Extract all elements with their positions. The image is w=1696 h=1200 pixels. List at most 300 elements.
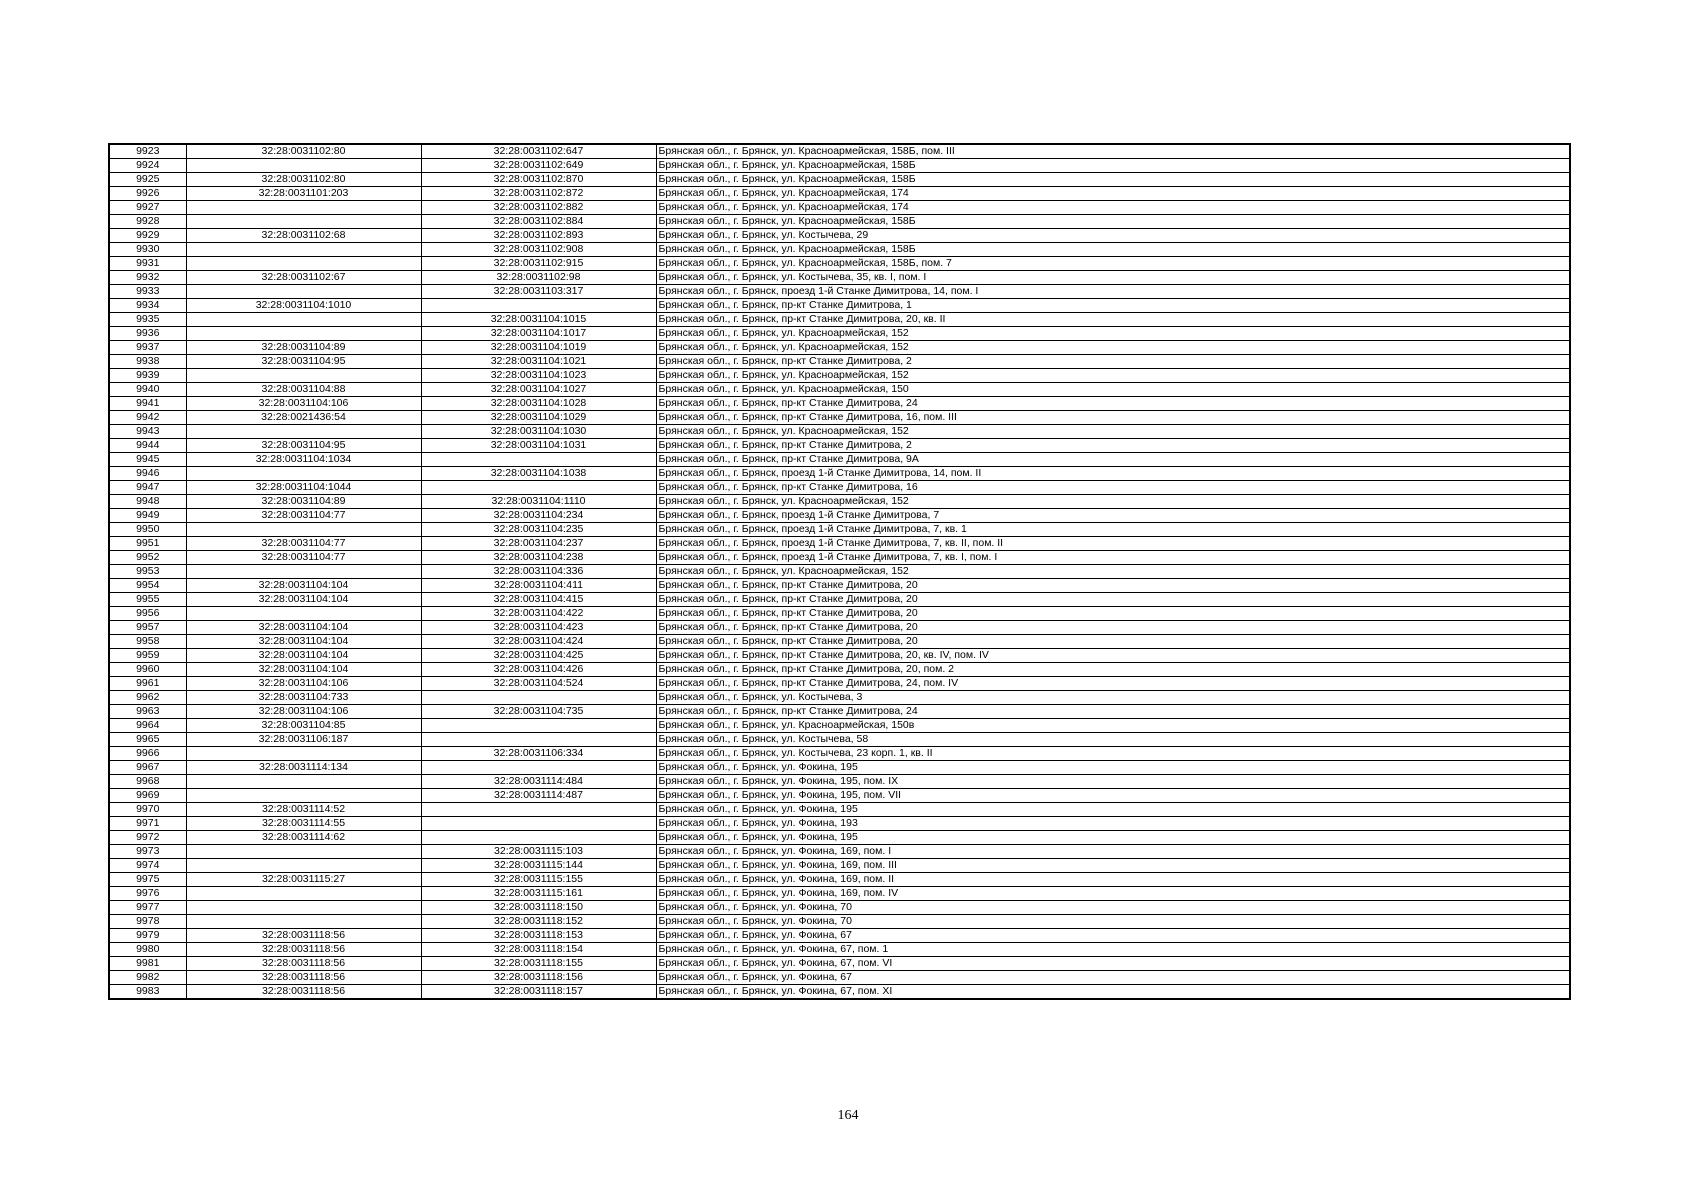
table-row bbox=[109, 495, 1570, 509]
row-number-cell: 9932 bbox=[109, 271, 186, 285]
object-cadastral-number-cell: 32:28:0031115:144 bbox=[421, 859, 656, 873]
row-number-cell: 9952 bbox=[109, 551, 186, 565]
land-cadastral-number-cell: 32:28:0031104:77 bbox=[186, 537, 421, 551]
address-cell: Брянская обл., г. Брянск, пр-кт Станке Димитрова, 1 bbox=[656, 299, 1570, 313]
object-cadastral-number-cell: 32:28:0031102:647 bbox=[421, 144, 656, 159]
land-cadastral-number-cell: 32:28:0031118:56 bbox=[186, 957, 421, 971]
object-cadastral-number-cell: 32:28:0031115:103 bbox=[421, 845, 656, 859]
land-cadastral-number-cell: 32:28:0031102:80 bbox=[186, 173, 421, 187]
register-body bbox=[109, 144, 1570, 999]
address-cell: Брянская обл., г. Брянск, проезд 1-й Станке Димитрова, 14, пом. I bbox=[656, 285, 1570, 299]
object-cadastral-number-cell: 32:28:0031114:484 bbox=[421, 775, 656, 789]
table-row bbox=[109, 915, 1570, 929]
object-cadastral-number-cell: 32:28:0031118:153 bbox=[421, 929, 656, 943]
address-cell: Брянская обл., г. Брянск, ул. Фокина, 67, пом. 1 bbox=[656, 943, 1570, 957]
address-cell: Брянская обл., г. Брянск, ул. Фокина, 169, пом. IV bbox=[656, 887, 1570, 901]
land-cadastral-number-cell: 32:28:0031104:104 bbox=[186, 593, 421, 607]
table-row bbox=[109, 201, 1570, 215]
row-number-cell: 9955 bbox=[109, 593, 186, 607]
land-cadastral-number-cell: 32:28:0031102:67 bbox=[186, 271, 421, 285]
address-cell: Брянская обл., г. Брянск, проезд 1-й Станке Димитрова, 7, кв. II, пом. II bbox=[656, 537, 1570, 551]
table-row bbox=[109, 943, 1570, 957]
address-cell: Брянская обл., г. Брянск, ул. Фокина, 169, пом. II bbox=[656, 873, 1570, 887]
land-cadastral-number-cell: 32:28:0031118:56 bbox=[186, 943, 421, 957]
address-cell: Брянская обл., г. Брянск, ул. Красноармейская, 152 bbox=[656, 369, 1570, 383]
land-cadastral-number-cell bbox=[186, 901, 421, 915]
land-cadastral-number-cell: 32:28:0021436:54 bbox=[186, 411, 421, 425]
object-cadastral-number-cell: 32:28:0031104:426 bbox=[421, 663, 656, 677]
address-cell: Брянская обл., г. Брянск, пр-кт Станке Димитрова, 16, пом. III bbox=[656, 411, 1570, 425]
land-cadastral-number-cell bbox=[186, 775, 421, 789]
object-cadastral-number-cell: 32:28:0031104:1021 bbox=[421, 355, 656, 369]
table-row bbox=[109, 243, 1570, 257]
land-cadastral-number-cell bbox=[186, 369, 421, 383]
row-number-cell: 9949 bbox=[109, 509, 186, 523]
address-cell: Брянская обл., г. Брянск, ул. Красноармейская, 158Б bbox=[656, 243, 1570, 257]
table-row bbox=[109, 803, 1570, 817]
row-number-cell: 9940 bbox=[109, 383, 186, 397]
land-cadastral-number-cell: 32:28:0031104:104 bbox=[186, 635, 421, 649]
address-cell: Брянская обл., г. Брянск, ул. Фокина, 169, пом. III bbox=[656, 859, 1570, 873]
table-row bbox=[109, 607, 1570, 621]
table-row bbox=[109, 929, 1570, 943]
row-number-cell: 9948 bbox=[109, 495, 186, 509]
object-cadastral-number-cell: 32:28:0031104:1019 bbox=[421, 341, 656, 355]
object-cadastral-number-cell: 32:28:0031104:1028 bbox=[421, 397, 656, 411]
land-cadastral-number-cell bbox=[186, 257, 421, 271]
land-cadastral-number-cell bbox=[186, 201, 421, 215]
row-number-cell: 9927 bbox=[109, 201, 186, 215]
table-row bbox=[109, 971, 1570, 985]
object-cadastral-number-cell: 32:28:0031104:424 bbox=[421, 635, 656, 649]
table-row bbox=[109, 159, 1570, 173]
row-number-cell: 9976 bbox=[109, 887, 186, 901]
object-cadastral-number-cell: 32:28:0031115:161 bbox=[421, 887, 656, 901]
land-cadastral-number-cell: 32:28:0031102:80 bbox=[186, 144, 421, 159]
row-number-cell: 9926 bbox=[109, 187, 186, 201]
row-number-cell: 9983 bbox=[109, 985, 186, 1000]
object-cadastral-number-cell: 32:28:0031102:884 bbox=[421, 215, 656, 229]
row-number-cell: 9930 bbox=[109, 243, 186, 257]
row-number-cell: 9970 bbox=[109, 803, 186, 817]
object-cadastral-number-cell: 32:28:0031115:155 bbox=[421, 873, 656, 887]
row-number-cell: 9947 bbox=[109, 481, 186, 495]
object-cadastral-number-cell: 32:28:0031104:1031 bbox=[421, 439, 656, 453]
object-cadastral-number-cell bbox=[421, 817, 656, 831]
address-cell: Брянская обл., г. Брянск, ул. Красноармейская, 174 bbox=[656, 187, 1570, 201]
row-number-cell: 9953 bbox=[109, 565, 186, 579]
address-cell: Брянская обл., г. Брянск, ул. Красноармейская, 158Б bbox=[656, 159, 1570, 173]
address-cell: Брянская обл., г. Брянск, пр-кт Станке Димитрова, 20, пом. 2 bbox=[656, 663, 1570, 677]
address-cell: Брянская обл., г. Брянск, ул. Фокина, 195, пом. IX bbox=[656, 775, 1570, 789]
land-cadastral-number-cell bbox=[186, 159, 421, 173]
land-cadastral-number-cell bbox=[186, 859, 421, 873]
address-cell: Брянская обл., г. Брянск, ул. Фокина, 70 bbox=[656, 901, 1570, 915]
table-row bbox=[109, 285, 1570, 299]
object-cadastral-number-cell bbox=[421, 453, 656, 467]
object-cadastral-number-cell bbox=[421, 803, 656, 817]
land-cadastral-number-cell bbox=[186, 313, 421, 327]
object-cadastral-number-cell: 32:28:0031102:893 bbox=[421, 229, 656, 243]
address-cell: Брянская обл., г. Брянск, пр-кт Станке Димитрова, 20 bbox=[656, 579, 1570, 593]
object-cadastral-number-cell: 32:28:0031102:882 bbox=[421, 201, 656, 215]
address-cell: Брянская обл., г. Брянск, пр-кт Станке Димитрова, 20, кв. IV, пом. IV bbox=[656, 649, 1570, 663]
land-cadastral-number-cell: 32:28:0031104:104 bbox=[186, 663, 421, 677]
address-cell: Брянская обл., г. Брянск, ул. Красноармейская, 158Б, пом. III bbox=[656, 144, 1570, 159]
address-cell: Брянская обл., г. Брянск, ул. Фокина, 169, пом. I bbox=[656, 845, 1570, 859]
table-row bbox=[109, 327, 1570, 341]
address-cell: Брянская обл., г. Брянск, ул. Красноармейская, 152 bbox=[656, 495, 1570, 509]
land-cadastral-number-cell: 32:28:0031104:1044 bbox=[186, 481, 421, 495]
row-number-cell: 9963 bbox=[109, 705, 186, 719]
row-number-cell: 9960 bbox=[109, 663, 186, 677]
object-cadastral-number-cell: 32:28:0031102:98 bbox=[421, 271, 656, 285]
row-number-cell: 9931 bbox=[109, 257, 186, 271]
address-cell: Брянская обл., г. Брянск, ул. Красноармейская, 174 bbox=[656, 201, 1570, 215]
row-number-cell: 9964 bbox=[109, 719, 186, 733]
table-row bbox=[109, 257, 1570, 271]
object-cadastral-number-cell bbox=[421, 831, 656, 845]
address-cell: Брянская обл., г. Брянск, ул. Фокина, 67, пом. XI bbox=[656, 985, 1570, 1000]
land-cadastral-number-cell: 32:28:0031104:95 bbox=[186, 439, 421, 453]
object-cadastral-number-cell: 32:28:0031104:423 bbox=[421, 621, 656, 635]
object-cadastral-number-cell: 32:28:0031118:150 bbox=[421, 901, 656, 915]
object-cadastral-number-cell: 32:28:0031104:1110 bbox=[421, 495, 656, 509]
object-cadastral-number-cell: 32:28:0031118:157 bbox=[421, 985, 656, 1000]
row-number-cell: 9971 bbox=[109, 817, 186, 831]
row-number-cell: 9939 bbox=[109, 369, 186, 383]
land-cadastral-number-cell bbox=[186, 243, 421, 257]
land-cadastral-number-cell: 32:28:0031104:733 bbox=[186, 691, 421, 705]
land-cadastral-number-cell bbox=[186, 887, 421, 901]
address-cell: Брянская обл., г. Брянск, пр-кт Станке Димитрова, 20 bbox=[656, 593, 1570, 607]
row-number-cell: 9924 bbox=[109, 159, 186, 173]
land-cadastral-number-cell: 32:28:0031104:104 bbox=[186, 649, 421, 663]
object-cadastral-number-cell: 32:28:0031104:237 bbox=[421, 537, 656, 551]
row-number-cell: 9946 bbox=[109, 467, 186, 481]
row-number-cell: 9923 bbox=[109, 144, 186, 159]
object-cadastral-number-cell bbox=[421, 691, 656, 705]
land-cadastral-number-cell: 32:28:0031104:106 bbox=[186, 397, 421, 411]
table-row bbox=[109, 271, 1570, 285]
address-cell: Брянская обл., г. Брянск, проезд 1-й Станке Димитрова, 14, пом. II bbox=[656, 467, 1570, 481]
row-number-cell: 9968 bbox=[109, 775, 186, 789]
table-row bbox=[109, 635, 1570, 649]
address-cell: Брянская обл., г. Брянск, ул. Красноармейская, 152 bbox=[656, 565, 1570, 579]
page-number: 164 bbox=[837, 1108, 859, 1123]
row-number-cell: 9950 bbox=[109, 523, 186, 537]
row-number-cell: 9941 bbox=[109, 397, 186, 411]
table-row bbox=[109, 523, 1570, 537]
address-cell: Брянская обл., г. Брянск, ул. Красноармейская, 150в bbox=[656, 719, 1570, 733]
table-row bbox=[109, 341, 1570, 355]
address-cell: Брянская обл., г. Брянск, ул. Красноармейская, 152 bbox=[656, 425, 1570, 439]
row-number-cell: 9975 bbox=[109, 873, 186, 887]
address-cell: Брянская обл., г. Брянск, ул. Фокина, 195 bbox=[656, 761, 1570, 775]
address-cell: Брянская обл., г. Брянск, пр-кт Станке Димитрова, 24, пом. IV bbox=[656, 677, 1570, 691]
row-number-cell: 9979 bbox=[109, 929, 186, 943]
table-row bbox=[109, 831, 1570, 845]
table-row bbox=[109, 985, 1570, 1000]
land-cadastral-number-cell: 32:28:0031104:95 bbox=[186, 355, 421, 369]
land-cadastral-number-cell bbox=[186, 915, 421, 929]
object-cadastral-number-cell: 32:28:0031104:425 bbox=[421, 649, 656, 663]
land-cadastral-number-cell: 32:28:0031104:77 bbox=[186, 509, 421, 523]
address-cell: Брянская обл., г. Брянск, ул. Фокина, 195 bbox=[656, 803, 1570, 817]
object-cadastral-number-cell: 32:28:0031104:735 bbox=[421, 705, 656, 719]
table-row bbox=[109, 299, 1570, 313]
land-cadastral-number-cell: 32:28:0031104:1010 bbox=[186, 299, 421, 313]
address-cell: Брянская обл., г. Брянск, пр-кт Станке Димитрова, 9А bbox=[656, 453, 1570, 467]
land-cadastral-number-cell: 32:28:0031104:77 bbox=[186, 551, 421, 565]
address-cell: Брянская обл., г. Брянск, пр-кт Станке Димитрова, 20 bbox=[656, 635, 1570, 649]
table-row bbox=[109, 859, 1570, 873]
table-row bbox=[109, 901, 1570, 915]
row-number-cell: 9967 bbox=[109, 761, 186, 775]
row-number-cell: 9966 bbox=[109, 747, 186, 761]
table-row bbox=[109, 383, 1570, 397]
address-cell: Брянская обл., г. Брянск, пр-кт Станке Димитрова, 2 bbox=[656, 355, 1570, 369]
object-cadastral-number-cell: 32:28:0031118:156 bbox=[421, 971, 656, 985]
object-cadastral-number-cell: 32:28:0031104:234 bbox=[421, 509, 656, 523]
address-cell: Брянская обл., г. Брянск, пр-кт Станке Димитрова, 24 bbox=[656, 705, 1570, 719]
land-cadastral-number-cell bbox=[186, 285, 421, 299]
address-cell: Брянская обл., г. Брянск, пр-кт Станке Димитрова, 2 bbox=[656, 439, 1570, 453]
object-cadastral-number-cell: 32:28:0031104:1015 bbox=[421, 313, 656, 327]
land-cadastral-number-cell: 32:28:0031118:56 bbox=[186, 929, 421, 943]
table-row bbox=[109, 453, 1570, 467]
row-number-cell: 9961 bbox=[109, 677, 186, 691]
land-cadastral-number-cell: 32:28:0031114:134 bbox=[186, 761, 421, 775]
row-number-cell: 9957 bbox=[109, 621, 186, 635]
table-row bbox=[109, 537, 1570, 551]
land-cadastral-number-cell: 32:28:0031115:27 bbox=[186, 873, 421, 887]
object-cadastral-number-cell: 32:28:0031102:915 bbox=[421, 257, 656, 271]
row-number-cell: 9935 bbox=[109, 313, 186, 327]
land-cadastral-number-cell bbox=[186, 215, 421, 229]
address-cell: Брянская обл., г. Брянск, пр-кт Станке Димитрова, 16 bbox=[656, 481, 1570, 495]
address-cell: Брянская обл., г. Брянск, ул. Красноармейская, 158Б bbox=[656, 215, 1570, 229]
address-cell: Брянская обл., г. Брянск, ул. Фокина, 193 bbox=[656, 817, 1570, 831]
table-row bbox=[109, 229, 1570, 243]
table-row bbox=[109, 761, 1570, 775]
row-number-cell: 9938 bbox=[109, 355, 186, 369]
row-number-cell: 9969 bbox=[109, 789, 186, 803]
table-row bbox=[109, 593, 1570, 607]
row-number-cell: 9981 bbox=[109, 957, 186, 971]
row-number-cell: 9959 bbox=[109, 649, 186, 663]
row-number-cell: 9928 bbox=[109, 215, 186, 229]
object-cadastral-number-cell bbox=[421, 761, 656, 775]
row-number-cell: 9972 bbox=[109, 831, 186, 845]
object-cadastral-number-cell: 32:28:0031104:422 bbox=[421, 607, 656, 621]
table-row bbox=[109, 509, 1570, 523]
land-cadastral-number-cell: 32:28:0031104:89 bbox=[186, 495, 421, 509]
land-cadastral-number-cell: 32:28:0031104:104 bbox=[186, 621, 421, 635]
object-cadastral-number-cell: 32:28:0031104:1029 bbox=[421, 411, 656, 425]
object-cadastral-number-cell: 32:28:0031118:152 bbox=[421, 915, 656, 929]
table-row bbox=[109, 957, 1570, 971]
land-cadastral-number-cell bbox=[186, 747, 421, 761]
table-row bbox=[109, 425, 1570, 439]
address-cell: Брянская обл., г. Брянск, ул. Фокина, 195, пом. VII bbox=[656, 789, 1570, 803]
table-row bbox=[109, 789, 1570, 803]
address-cell: Брянская обл., г. Брянск, ул. Красноармейская, 158Б, пом. 7 bbox=[656, 257, 1570, 271]
land-cadastral-number-cell bbox=[186, 523, 421, 537]
table-row bbox=[109, 817, 1570, 831]
address-cell: Брянская обл., г. Брянск, ул. Костычева, 3 bbox=[656, 691, 1570, 705]
address-cell: Брянская обл., г. Брянск, ул. Костычева, 23 корп. 1, кв. II bbox=[656, 747, 1570, 761]
table-row bbox=[109, 467, 1570, 481]
table-row bbox=[109, 873, 1570, 887]
land-cadastral-number-cell: 32:28:0031102:68 bbox=[186, 229, 421, 243]
table-row bbox=[109, 173, 1570, 187]
address-cell: Брянская обл., г. Брянск, пр-кт Станке Димитрова, 20, кв. II bbox=[656, 313, 1570, 327]
land-cadastral-number-cell: 32:28:0031114:52 bbox=[186, 803, 421, 817]
row-number-cell: 9934 bbox=[109, 299, 186, 313]
object-cadastral-number-cell: 32:28:0031104:415 bbox=[421, 593, 656, 607]
row-number-cell: 9944 bbox=[109, 439, 186, 453]
register-table bbox=[108, 143, 1571, 1000]
object-cadastral-number-cell: 32:28:0031104:1038 bbox=[421, 467, 656, 481]
land-cadastral-number-cell: 32:28:0031104:106 bbox=[186, 677, 421, 691]
row-number-cell: 9958 bbox=[109, 635, 186, 649]
table-row bbox=[109, 621, 1570, 635]
row-number-cell: 9962 bbox=[109, 691, 186, 705]
object-cadastral-number-cell bbox=[421, 299, 656, 313]
object-cadastral-number-cell: 32:28:0031102:870 bbox=[421, 173, 656, 187]
table-row bbox=[109, 313, 1570, 327]
address-cell: Брянская обл., г. Брянск, ул. Красноармейская, 152 bbox=[656, 327, 1570, 341]
row-number-cell: 9951 bbox=[109, 537, 186, 551]
address-cell: Брянская обл., г. Брянск, ул. Костычева, 35, кв. I, пом. I bbox=[656, 271, 1570, 285]
row-number-cell: 9980 bbox=[109, 943, 186, 957]
address-cell: Брянская обл., г. Брянск, ул. Фокина, 67, пом. VI bbox=[656, 957, 1570, 971]
land-cadastral-number-cell: 32:28:0031104:89 bbox=[186, 341, 421, 355]
table-row bbox=[109, 144, 1570, 159]
object-cadastral-number-cell bbox=[421, 481, 656, 495]
object-cadastral-number-cell: 32:28:0031106:334 bbox=[421, 747, 656, 761]
table-row bbox=[109, 663, 1570, 677]
table-row bbox=[109, 439, 1570, 453]
table-row bbox=[109, 719, 1570, 733]
address-cell: Брянская обл., г. Брянск, ул. Красноармейская, 150 bbox=[656, 383, 1570, 397]
address-cell: Брянская обл., г. Брянск, ул. Фокина, 67 bbox=[656, 929, 1570, 943]
object-cadastral-number-cell: 32:28:0031104:411 bbox=[421, 579, 656, 593]
object-cadastral-number-cell: 32:28:0031104:238 bbox=[421, 551, 656, 565]
table-row bbox=[109, 481, 1570, 495]
object-cadastral-number-cell: 32:28:0031104:524 bbox=[421, 677, 656, 691]
object-cadastral-number-cell: 32:28:0031104:1027 bbox=[421, 383, 656, 397]
object-cadastral-number-cell: 32:28:0031102:649 bbox=[421, 159, 656, 173]
object-cadastral-number-cell: 32:28:0031114:487 bbox=[421, 789, 656, 803]
table-row bbox=[109, 747, 1570, 761]
table-row bbox=[109, 775, 1570, 789]
row-number-cell: 9974 bbox=[109, 859, 186, 873]
row-number-cell: 9956 bbox=[109, 607, 186, 621]
address-cell: Брянская обл., г. Брянск, проезд 1-й Станке Димитрова, 7 bbox=[656, 509, 1570, 523]
address-cell: Брянская обл., г. Брянск, пр-кт Станке Димитрова, 20 bbox=[656, 621, 1570, 635]
table-row bbox=[109, 579, 1570, 593]
object-cadastral-number-cell: 32:28:0031102:872 bbox=[421, 187, 656, 201]
row-number-cell: 9943 bbox=[109, 425, 186, 439]
land-cadastral-number-cell bbox=[186, 327, 421, 341]
table-row bbox=[109, 677, 1570, 691]
row-number-cell: 9973 bbox=[109, 845, 186, 859]
land-cadastral-number-cell bbox=[186, 607, 421, 621]
object-cadastral-number-cell bbox=[421, 719, 656, 733]
row-number-cell: 9937 bbox=[109, 341, 186, 355]
row-number-cell: 9933 bbox=[109, 285, 186, 299]
land-cadastral-number-cell bbox=[186, 845, 421, 859]
address-cell: Брянская обл., г. Брянск, пр-кт Станке Димитрова, 24 bbox=[656, 397, 1570, 411]
address-cell: Брянская обл., г. Брянск, ул. Фокина, 195 bbox=[656, 831, 1570, 845]
object-cadastral-number-cell: 32:28:0031104:1023 bbox=[421, 369, 656, 383]
row-number-cell: 9945 bbox=[109, 453, 186, 467]
land-cadastral-number-cell: 32:28:0031101:203 bbox=[186, 187, 421, 201]
address-cell: Брянская обл., г. Брянск, ул. Фокина, 70 bbox=[656, 915, 1570, 929]
land-cadastral-number-cell: 32:28:0031118:56 bbox=[186, 971, 421, 985]
land-cadastral-number-cell: 32:28:0031104:104 bbox=[186, 579, 421, 593]
table-row bbox=[109, 845, 1570, 859]
address-cell: Брянская обл., г. Брянск, ул. Красноармейская, 158Б bbox=[656, 173, 1570, 187]
land-cadastral-number-cell: 32:28:0031104:85 bbox=[186, 719, 421, 733]
object-cadastral-number-cell bbox=[421, 733, 656, 747]
table-row bbox=[109, 411, 1570, 425]
row-number-cell: 9977 bbox=[109, 901, 186, 915]
land-cadastral-number-cell: 32:28:0031104:88 bbox=[186, 383, 421, 397]
table-row bbox=[109, 187, 1570, 201]
row-number-cell: 9978 bbox=[109, 915, 186, 929]
land-cadastral-number-cell bbox=[186, 789, 421, 803]
land-cadastral-number-cell: 32:28:0031104:106 bbox=[186, 705, 421, 719]
table-row bbox=[109, 733, 1570, 747]
table-row bbox=[109, 355, 1570, 369]
table-row bbox=[109, 691, 1570, 705]
land-cadastral-number-cell: 32:28:0031106:187 bbox=[186, 733, 421, 747]
land-cadastral-number-cell: 32:28:0031118:56 bbox=[186, 985, 421, 1000]
address-cell: Брянская обл., г. Брянск, ул. Костычева, 58 bbox=[656, 733, 1570, 747]
land-cadastral-number-cell: 32:28:0031104:1034 bbox=[186, 453, 421, 467]
row-number-cell: 9936 bbox=[109, 327, 186, 341]
address-cell: Брянская обл., г. Брянск, проезд 1-й Станке Димитрова, 7, кв. 1 bbox=[656, 523, 1570, 537]
table-row bbox=[109, 705, 1570, 719]
row-number-cell: 9929 bbox=[109, 229, 186, 243]
row-number-cell: 9925 bbox=[109, 173, 186, 187]
table-row bbox=[109, 887, 1570, 901]
land-cadastral-number-cell bbox=[186, 425, 421, 439]
object-cadastral-number-cell: 32:28:0031104:336 bbox=[421, 565, 656, 579]
address-cell: Брянская обл., г. Брянск, проезд 1-й Станке Димитрова, 7, кв. I, пом. I bbox=[656, 551, 1570, 565]
row-number-cell: 9982 bbox=[109, 971, 186, 985]
table-row bbox=[109, 649, 1570, 663]
address-cell: Брянская обл., г. Брянск, ул. Костычева, 29 bbox=[656, 229, 1570, 243]
object-cadastral-number-cell: 32:28:0031118:154 bbox=[421, 943, 656, 957]
land-cadastral-number-cell: 32:28:0031114:62 bbox=[186, 831, 421, 845]
row-number-cell: 9954 bbox=[109, 579, 186, 593]
object-cadastral-number-cell: 32:28:0031104:235 bbox=[421, 523, 656, 537]
address-cell: Брянская обл., г. Брянск, ул. Фокина, 67 bbox=[656, 971, 1570, 985]
address-cell: Брянская обл., г. Брянск, пр-кт Станке Димитрова, 20 bbox=[656, 607, 1570, 621]
row-number-cell: 9942 bbox=[109, 411, 186, 425]
address-cell: Брянская обл., г. Брянск, ул. Красноармейская, 152 bbox=[656, 341, 1570, 355]
table-row bbox=[109, 397, 1570, 411]
object-cadastral-number-cell: 32:28:0031103:317 bbox=[421, 285, 656, 299]
table-row bbox=[109, 369, 1570, 383]
object-cadastral-number-cell: 32:28:0031102:908 bbox=[421, 243, 656, 257]
object-cadastral-number-cell: 32:28:0031118:155 bbox=[421, 957, 656, 971]
land-cadastral-number-cell bbox=[186, 467, 421, 481]
